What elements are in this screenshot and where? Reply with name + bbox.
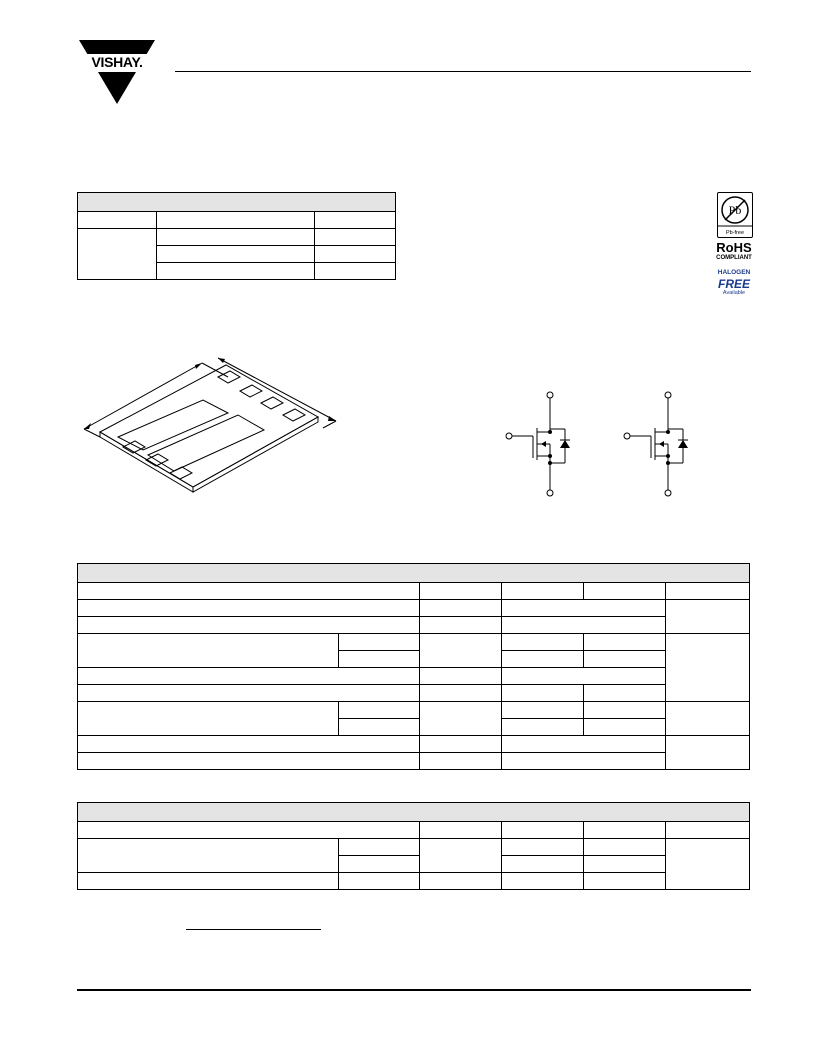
package-drawing bbox=[78, 355, 343, 495]
mosfet-symbol-2 bbox=[613, 388, 698, 500]
logo-text: VISHAY. bbox=[91, 54, 143, 70]
pb-free-icon bbox=[718, 193, 752, 237]
vishay-triangle-icon bbox=[77, 40, 157, 106]
free-label: FREE bbox=[717, 277, 750, 291]
rohs-label: RoHS bbox=[716, 240, 752, 255]
product-summary-table bbox=[77, 192, 396, 280]
header-rule bbox=[175, 71, 751, 72]
pb-free-badge bbox=[717, 192, 753, 238]
mosfet-symbol-1 bbox=[495, 388, 580, 500]
pb-free-label: Pb-free bbox=[725, 230, 745, 236]
notes-rule bbox=[186, 929, 321, 930]
footer-rule bbox=[77, 989, 751, 991]
halogen-label: HALOGEN bbox=[717, 269, 751, 276]
thermal-resistance-table bbox=[77, 802, 750, 890]
vishay-logo bbox=[77, 40, 157, 106]
absolute-maximum-ratings-table bbox=[77, 563, 750, 770]
compliance-badges bbox=[709, 190, 759, 300]
pb-symbol: Pb bbox=[728, 203, 742, 217]
compliant-label: COMPLIANT bbox=[716, 255, 752, 261]
available-label: Available bbox=[722, 290, 746, 296]
